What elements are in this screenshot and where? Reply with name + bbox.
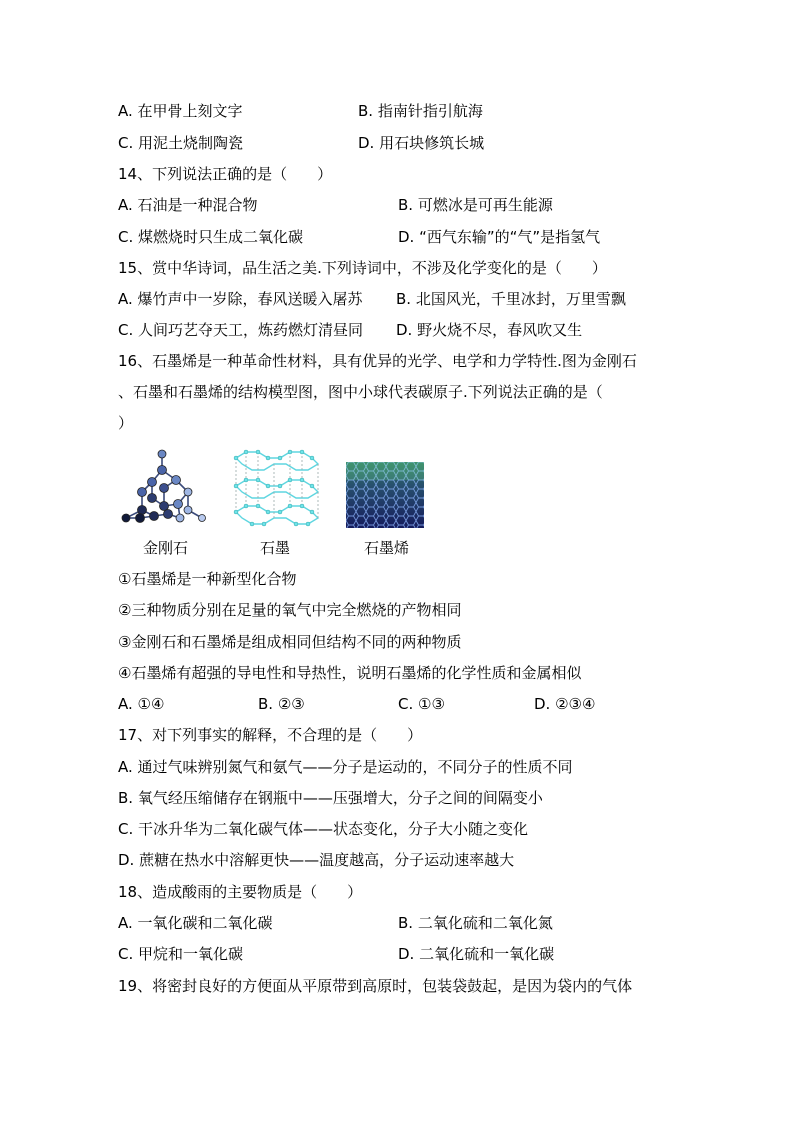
q13-option-c: C. 用泥土烧制陶瓷: [118, 134, 244, 152]
q18-stem: 18、造成酸雨的主要物质是（ ）: [118, 883, 363, 901]
q16-statement-1: ①石墨烯是一种新型化合物: [118, 570, 297, 588]
q15-option-a: A. 爆竹声中一岁除，春风送暖入屠苏: [118, 290, 363, 308]
q16-statement-3: ③金刚石和石墨烯是组成相同但结构不同的两种物质: [118, 633, 462, 651]
q17-stem: 17、对下列事实的解释，不合理的是（ ）: [118, 726, 423, 744]
q13-option-b: B. 指南针指引航海: [358, 102, 483, 120]
graphene-structure-image: [346, 462, 424, 528]
q15-stem: 15、赏中华诗词，品生活之美.下列诗词中，不涉及化学变化的是（ ）: [118, 259, 607, 277]
q18-option-b: B. 二氧化硫和二氧化氮: [398, 914, 553, 932]
q16-option-a: A. ①④: [118, 695, 165, 713]
q18-option-d: D. 二氧化硫和一氧化碳: [398, 945, 555, 963]
q18-option-c: C. 甲烷和一氧化碳: [118, 945, 244, 963]
q14-option-c: C. 煤燃烧时只生成二氧化碳: [118, 228, 304, 246]
q15-option-c: C. 人间巧艺夺天工，炼药燃灯清昼同: [118, 321, 364, 339]
diamond-structure-image: [118, 448, 210, 528]
caption-graphite: 石墨: [260, 539, 291, 557]
q18-option-a: A. 一氧化碳和二氧化碳: [118, 914, 273, 932]
q15-option-d: D. 野火烧不尽，春风吹又生: [396, 321, 583, 339]
q16-option-b: B. ②③: [258, 695, 305, 713]
q19-stem: 19、将密封良好的方便面从平原带到高原时，包装袋鼓起，是因为袋内的气体: [118, 977, 633, 995]
q16-stem-line-1: 16、石墨烯是一种革命性材料，具有优异的光学、电学和力学特性.图为金刚石: [118, 352, 637, 370]
q16-statement-2: ②三种物质分别在足量的氧气中完全燃烧的产物相同: [118, 601, 462, 619]
q14-option-b: B. 可燃冰是可再生能源: [398, 196, 553, 214]
q17-option-a: A. 通过气味辨别氮气和氨气——分子是运动的，不同分子的性质不同: [118, 758, 573, 776]
q17-option-b: B. 氧气经压缩储存在钢瓶中——压强增大，分子之间的间隔变小: [118, 789, 543, 807]
q17-option-c: C. 干冰升华为二氧化碳气体——状态变化，分子大小随之变化: [118, 820, 529, 838]
q16-stem-line-3: ）: [118, 414, 134, 432]
q14-stem: 14、下列说法正确的是（ ）: [118, 165, 333, 183]
q15-option-b: B. 北国风光，千里冰封，万里雪飘: [396, 290, 626, 308]
q13-option-d: D. 用石块修筑长城: [358, 134, 485, 152]
q13-option-a: A. 在甲骨上刻文字: [118, 102, 243, 120]
q17-option-d: D. 蔗糖在热水中溶解更快——温度越高，分子运动速率越大: [118, 851, 515, 869]
q14-option-d: D. “西气东输”的“气”是指氢气: [398, 228, 601, 246]
caption-diamond: 金刚石: [143, 539, 189, 557]
q14-option-a: A. 石油是一种混合物: [118, 196, 258, 214]
q16-option-c: C. ①③: [398, 695, 445, 713]
q16-stem-line-2: 、石墨和石墨烯的结构模型图，图中小球代表碳原子.下列说法正确的是（: [118, 383, 603, 401]
graphite-structure-image: [230, 448, 322, 528]
q16-statement-4: ④石墨烯有超强的导电性和导热性，说明石墨烯的化学性质和金属相似: [118, 664, 582, 682]
caption-graphene: 石墨烯: [364, 539, 410, 557]
q16-option-d: D. ②③④: [534, 695, 596, 713]
